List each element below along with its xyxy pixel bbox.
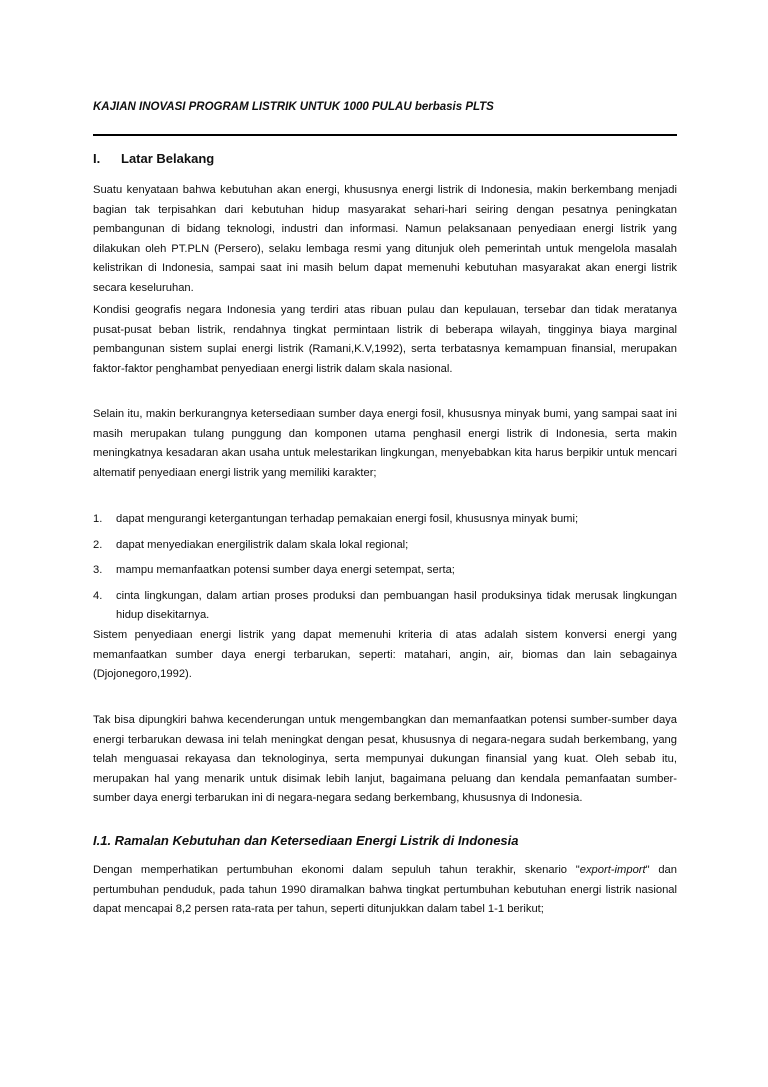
list-item bbox=[93, 587, 677, 626]
paragraph-6 bbox=[93, 861, 677, 920]
list-item-number: 1. bbox=[93, 513, 103, 525]
list-item-number: 2. bbox=[93, 538, 103, 551]
section-title: Latar Belakang bbox=[121, 151, 215, 166]
paragraph-5: Tak bisa dipungkiri bahwa kecenderungan untuk mengembangkan dan memanfaatkan potensi sumber-sumber daya energi terbarukan dewasa ini telah meningkat dengan pesat, khususnya di negara-negara sudah berkembang, yang telah menguasai rekayasa dan teknologinya, serta mempunyai dukungan finansial yang kuat. Oleh sebab itu, merupakan hal yang menarik untuk disimak lebih lanjut, bagaimana peluang dan kendala pemanfaatan sumber-sumber daya energi terbarukan ini di negara-negara sedang berkembang, khususnya di Indonesia. bbox=[93, 714, 677, 805]
list-item-text: cinta lingkungan, dalam artian proses produksi dan pembuangan hasil produksinya tidak merusak lingkungan hidup disekitarnya. bbox=[116, 589, 677, 622]
list-item bbox=[93, 536, 677, 556]
paragraph-6-lead: Dengan memperhatikan pertumbuhan ekonomi dalam sepuluh tahun terakhir, skenario " bbox=[93, 864, 580, 876]
list-item-number: 4. bbox=[93, 589, 103, 602]
section-number: I. bbox=[93, 151, 101, 166]
list-item-number: 3. bbox=[93, 564, 103, 577]
list-item bbox=[93, 510, 677, 530]
criteria-list bbox=[93, 510, 677, 632]
paragraph-6-rest: " dan pertumbuhan penduduk, pada tahun 1990 diramalkan bahwa tingkat pertumbuhan kebutuhan energi listrik nasional dapat mencapai 8,2 persen rata-rata per tahun, seperti ditunjukkan dalam tabel 1-1 berikut; bbox=[93, 864, 677, 916]
paragraph-4: Sistem penyediaan energi listrik yang dapat memenuhi kriteria di atas adalah sistem konversi energi yang memanfaatkan sumber daya energi terbarukan, seperti: matahari, angin, air, biomas dan lain sebagainya (Djojonegoro,1992). bbox=[93, 629, 677, 681]
paragraph-2: Kondisi geografis negara Indonesia yang terdiri atas ribuan pulau dan kepulauan, tersebar dan tidak meratanya pusat-pusat beban listrik, rendahnya tingkat permintaan listrik di beberapa wilayah, tingginya biaya marginal pembangunan sistem suplai energi listrik (Ramani,K.V,1992), serta terbatasnya kemampuan finansial, merupakan faktor-faktor penghambat penyediaan energi listrik dalam skala nasional. bbox=[93, 304, 677, 375]
section-heading bbox=[93, 151, 214, 166]
list-item-text: mampu memanfaatkan potensi sumber daya energi setempat, serta; bbox=[116, 564, 455, 577]
document-title: KAJIAN INOVASI PROGRAM LISTRIK UNTUK 1000 PULAU berbasis PLTS bbox=[93, 101, 494, 113]
title-divider bbox=[93, 134, 677, 136]
emphasis-export-import: export-import bbox=[579, 864, 646, 876]
paragraph-1: Suatu kenyataan bahwa kebutuhan akan energi, khususnya energi listrik di Indonesia, makin berkembang menjadi bagian tak terpisahkan dari kebutuhan hidup masyarakat sehari-hari seiring dengan pesatnya peningkatan pembangunan di bidang teknologi, industri dan informasi. Namun pelaksanaan penyediaan energi listrik yang dilakukan oleh PT.PLN (Persero), selaku lembaga resmi yang ditunjuk oleh pemerintah untuk mengelola masalah kelistrikan di Indonesia, sampai saat ini masih belum dapat memenuhi kebutuhan masyarakat akan energi listrik secara keseluruhan. bbox=[93, 184, 677, 294]
list-item-text: dapat menyediakan energilistrik dalam skala lokal regional; bbox=[116, 538, 409, 551]
list-item bbox=[93, 561, 677, 581]
subsection-heading: I.1. Ramalan Kebutuhan dan Ketersediaan Energi Listrik di Indonesia bbox=[93, 833, 519, 848]
paragraph-3: Selain itu, makin berkurangnya ketersediaan sumber daya energi fosil, khususnya minyak bumi, yang sampai saat ini masih merupakan tulang punggung dan komponen utama penghasil energi listrik di Indonesia, serta makin meningkatnya kesadaran akan usaha untuk melestarikan lingkungan, menyebabkan kita harus berpikir untuk mencari altematif penyediaan energi listrik yang memiliki karakter; bbox=[93, 408, 677, 479]
list-item-text: dapat mengurangi ketergantungan terhadap pemakaian energi fosil, khususnya minyak bumi; bbox=[116, 513, 579, 525]
